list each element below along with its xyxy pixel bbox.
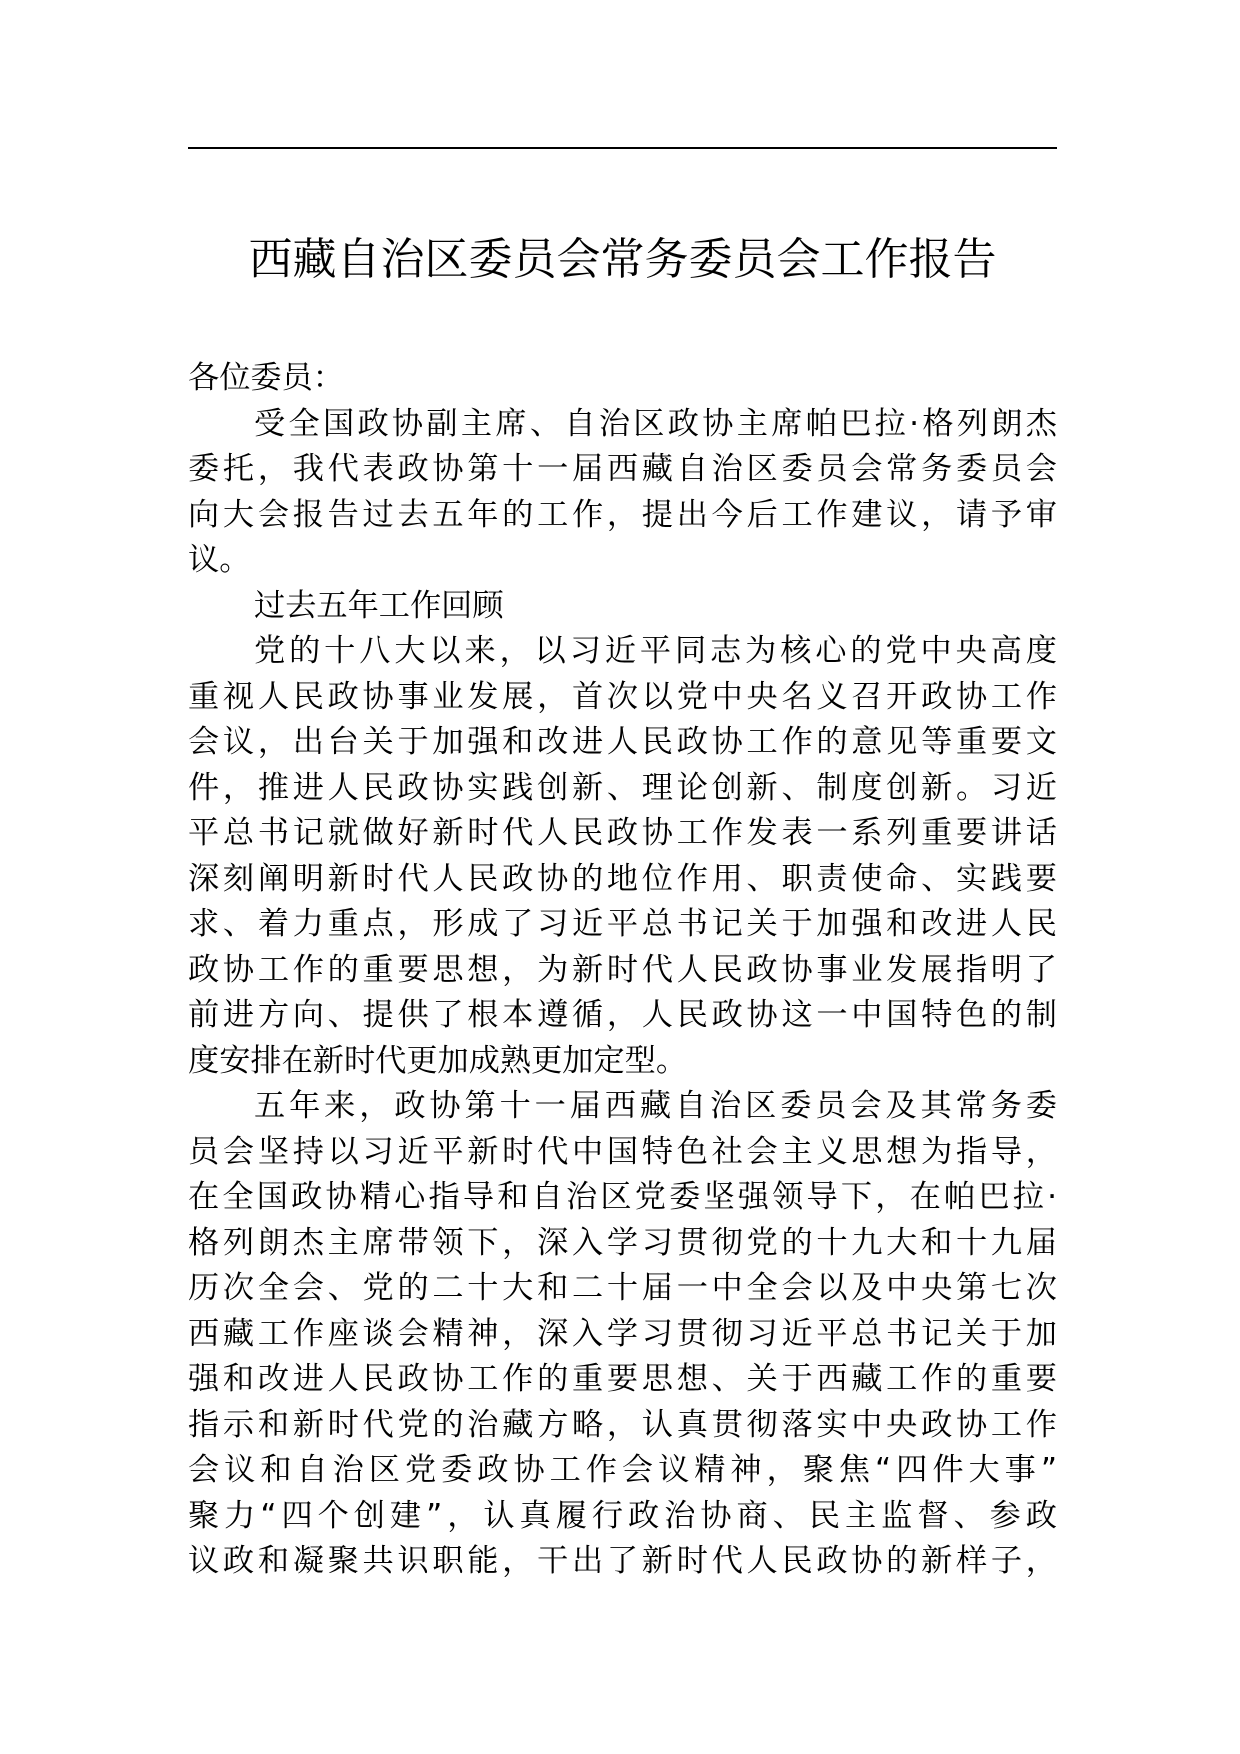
paragraph-line: 西藏工作座谈会精神，深入学习贯彻习近平总书记关于加 (188, 1315, 1057, 1352)
paragraph-line: 议。 (188, 542, 251, 578)
paragraph-line: 在全国政协精心指导和自治区党委坚强领导下，在帕巴拉· (188, 1179, 1057, 1215)
paragraph-line: 件，推进人民政协实践创新、理论创新、制度创新。习近 (188, 769, 1057, 806)
paragraph-line: 会议和自治区党委政协工作会议精神，聚焦“四件大事” (188, 1452, 1057, 1488)
salutation: 各位委员： (188, 360, 344, 396)
paragraph-line: 强和改进人民政协工作的重要思想、关于西藏工作的重要 (188, 1361, 1057, 1397)
document-title: 西藏自治区委员会常务委员会工作报告 (248, 234, 997, 285)
paragraph-line: 重视人民政协事业发展，首次以党中央名义召开政协工作 (188, 678, 1057, 715)
paragraph-line: 聚力“四个创建”，认真履行政治协商、民主监督、参政 (188, 1497, 1057, 1534)
paragraph-line: 员会坚持以习近平新时代中国特色社会主义思想为指导， (188, 1133, 1057, 1170)
paragraph-line: 五年来，政协第十一届西藏自治区委员会及其常务委 (254, 1088, 1057, 1124)
paragraph-line: 议政和凝聚共识职能，干出了新时代人民政协的新样子， (188, 1543, 1057, 1579)
paragraph-line: 前进方向、提供了根本遵循，人民政协这一中国特色的制 (188, 997, 1057, 1033)
paragraph-line: 指示和新时代党的治藏方略，认真贯彻落实中央政协工作 (188, 1406, 1057, 1443)
paragraph-line: 格列朗杰主席带领下，深入学习贯彻党的十九大和十九届 (188, 1224, 1057, 1261)
paragraph-line: 历次全会、党的二十大和二十届一中全会以及中央第七次 (188, 1270, 1057, 1306)
paragraph-line: 受全国政协副主席、自治区政协主席帕巴拉·格列朗杰 (254, 405, 1057, 442)
paragraph-line: 深刻阐明新时代人民政协的地位作用、职责使命、实践要 (188, 860, 1057, 897)
paragraph-line: 政协工作的重要思想，为新时代人民政协事业发展指明了 (188, 951, 1057, 988)
section-heading: 过去五年工作回顾 (254, 587, 504, 624)
paragraph-line: 向大会报告过去五年的工作，提出今后工作建议，请予审 (188, 496, 1057, 533)
paragraph-line: 度安排在新时代更加成熟更加定型。 (188, 1042, 688, 1079)
paragraph-line: 求、着力重点，形成了习近平总书记关于加强和改进人民 (188, 906, 1057, 942)
header-rule (188, 147, 1057, 149)
paragraph-line: 会议，出台关于加强和改进人民政协工作的意见等重要文 (188, 724, 1057, 760)
paragraph-line: 平总书记就做好新时代人民政协工作发表一系列重要讲话 (188, 815, 1057, 851)
paragraph-line: 党的十八大以来，以习近平同志为核心的党中央高度 (254, 633, 1057, 669)
paragraph-line: 委托，我代表政协第十一届西藏自治区委员会常务委员会 (188, 451, 1057, 487)
document-body (188, 356, 1057, 1585)
